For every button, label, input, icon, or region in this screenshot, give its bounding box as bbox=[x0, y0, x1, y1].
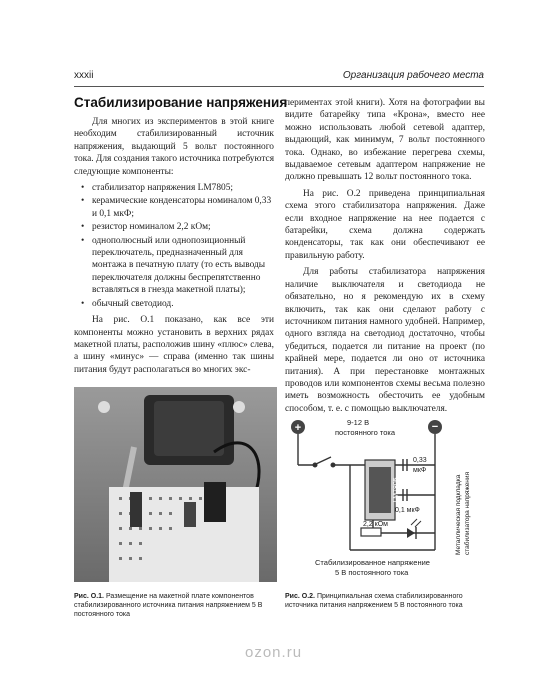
regulator-chip bbox=[369, 467, 391, 513]
caption-label: Рис. О.1. bbox=[74, 593, 104, 600]
watermark: ozon.ru bbox=[245, 644, 303, 661]
header-divider bbox=[74, 86, 484, 87]
running-header bbox=[74, 70, 484, 84]
list-item: • резистор номиналом 2,2 кОм; bbox=[84, 221, 274, 233]
paragraph: На рис. О.1 показано, как все эти компоненты можно установить в верхних рядах макетной платы, расположив шину «плюс» слева, а шину «минус» — справа (именно так шины питания будут располагаться во многих экс- bbox=[74, 315, 274, 375]
switch-symbol bbox=[313, 457, 335, 467]
heatsink-label-2: стабилизатора напряжения bbox=[464, 471, 471, 555]
output-label-unit: 5 В постоянного тока bbox=[335, 568, 409, 577]
resistor-symbol bbox=[361, 528, 381, 536]
input-voltage-label: 9-12 В bbox=[347, 418, 370, 427]
paragraph: На рис. О.2 приведена принципиальная схема этого стабилизатора напряжения. Даже если входное напряжение на нее подается с батарейки, схема должна содержать конденсаторы, так как они обеспечивают ее правильную работу. bbox=[285, 188, 485, 261]
plus-sign: + bbox=[294, 422, 302, 434]
paragraph: Для многих из экспериментов в этой книге необходим стабилизированный источник напряжения, выдающий 5 вольт постоянного тока. Для создания такого источника потребуются следующие компоненты: bbox=[74, 117, 275, 177]
paragraph: периментах этой книги). Хотя на фотографии вы видите батарейку типа «Крона», вместо нее можно использовать любой сетевой адаптер, выдающий, как минимум, 7 вольт постоянного тока. Однако, во избежание перегрева схемы, выдаваемое сетевым адаптером напряжение не должно превышать 12 вольт постоянного тока. bbox=[285, 98, 485, 183]
caption-text: Принципиальная схема стабилизированного источника питания напряжением 5 В постоянного тока bbox=[285, 593, 463, 609]
heatsink-label: Металлическая подкладка bbox=[455, 474, 462, 555]
running-title: Организация рабочего места bbox=[342, 70, 484, 81]
regulator-label: LM7805 bbox=[393, 477, 400, 503]
led-symbol bbox=[407, 528, 415, 538]
list-item: • обычный светодиод. bbox=[84, 298, 274, 310]
caption-label: Рис. О.2. bbox=[285, 593, 315, 600]
list-item: • керамические конденсаторы номиналом 0,33 и 0,1 мкФ; bbox=[84, 195, 274, 220]
left-column bbox=[74, 116, 274, 380]
section-title: Стабилизирование напряжения bbox=[74, 95, 288, 110]
paragraph: Для работы стабилизатора напряжения наличие выключателя и светодиода не обязательно, но я рекомендую их в схему включить, так как они сделают работу с источником питания намного удобней. Например, одного взгляда на светодиод достаточно, чтобы убедиться, подается ли питание на проект (по крайней мере, подается ли оно от источника питания). А при перестановке монтажных проводов или компонентов схемы весьма полезно иметь возможность обесточить ее удобным способом, т. е. с помощью выключателя. bbox=[285, 267, 485, 414]
output-label: Стабилизированное напряжение bbox=[315, 558, 430, 567]
circuit-schematic bbox=[285, 415, 485, 585]
list-item: • стабилизатор напряжения LM7805; bbox=[84, 182, 274, 194]
resistor-value: 2,2 кОм bbox=[363, 521, 388, 528]
page-number: xxxii bbox=[74, 70, 94, 81]
breadboard-photo bbox=[74, 387, 277, 582]
component-list bbox=[74, 182, 274, 310]
figure-1-caption bbox=[74, 592, 277, 619]
right-column bbox=[285, 97, 485, 419]
figure-2-caption bbox=[285, 592, 485, 610]
breadboard-photo-image bbox=[74, 387, 277, 582]
capacitor-1-unit: мкФ bbox=[413, 467, 427, 474]
schematic-drawing bbox=[285, 415, 485, 585]
input-voltage-unit: постоянного тока bbox=[335, 428, 395, 437]
capacitor-1-value: 0,33 bbox=[413, 457, 427, 464]
caption-text: Размещение на макетной плате компонентов стабилизированного источника питания напряжением 5 В постоянного тока bbox=[74, 593, 263, 618]
capacitor-2-value: 0,1 мкФ bbox=[395, 507, 420, 514]
minus-sign: − bbox=[431, 421, 439, 433]
list-item: • однополюсный или однопозиционный переключатель, предназначенный для монтажа в печатную плату (то есть выводы переключателя должны беспрепятственно вставляться в гнезда макетной платы); bbox=[84, 235, 274, 297]
